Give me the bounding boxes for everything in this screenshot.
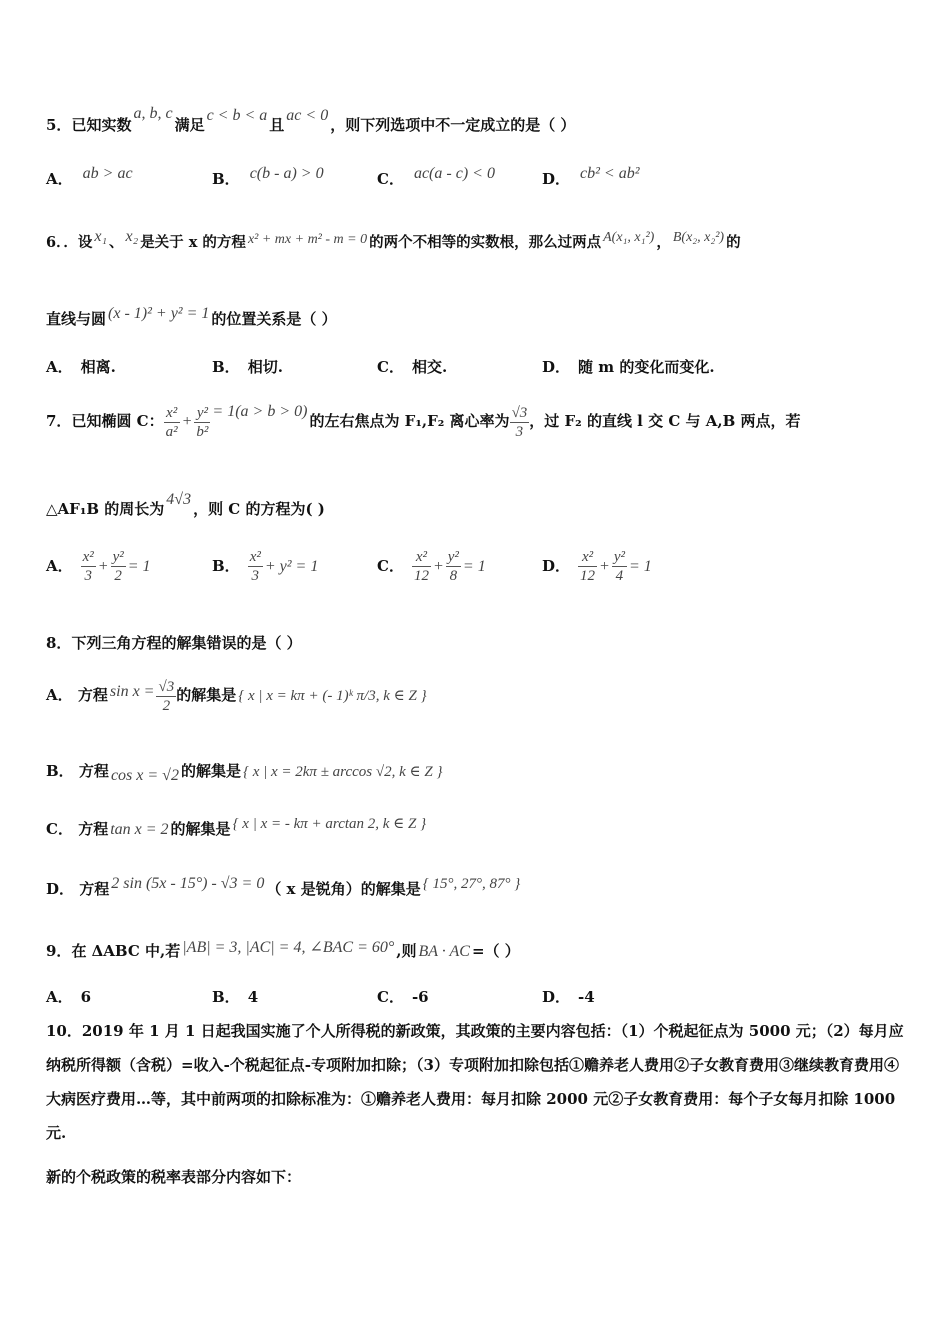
option-math: sin x = bbox=[109, 683, 155, 700]
q9-text: =（ ） bbox=[471, 942, 520, 960]
option-label: A． bbox=[46, 358, 73, 376]
q6-number: 6．． bbox=[46, 234, 78, 251]
option-label: C． bbox=[377, 358, 404, 376]
q7-option-b bbox=[212, 548, 320, 585]
q6-math: x₁ bbox=[94, 228, 108, 245]
frac-den: 12 bbox=[413, 568, 429, 584]
frac-num: √3 bbox=[158, 678, 175, 695]
question-6-line2 bbox=[46, 305, 337, 331]
frac-den: 2 bbox=[162, 697, 171, 714]
q9-option-d bbox=[542, 986, 595, 1007]
q5-option-b bbox=[212, 165, 326, 189]
option-text: 方程 bbox=[79, 880, 110, 898]
option-math: ab > ac bbox=[82, 165, 133, 182]
option-label: A． bbox=[46, 170, 73, 188]
frac-num: y² bbox=[613, 549, 625, 565]
q9-text: ,则 bbox=[396, 942, 417, 960]
option-text: 方程 bbox=[78, 820, 109, 838]
option-label: B． bbox=[212, 358, 240, 376]
q5-text: 满足 bbox=[174, 116, 205, 134]
option-label: C． bbox=[377, 170, 404, 188]
option-math: cos x = √2 bbox=[110, 767, 179, 784]
option-text: 的解集是 bbox=[180, 762, 241, 780]
option-label: C． bbox=[46, 820, 73, 838]
frac-den: 8 bbox=[449, 568, 458, 584]
q6-math: A(x₁, x₁²) bbox=[603, 230, 655, 245]
frac-num: x² bbox=[412, 548, 431, 567]
q8-option-c bbox=[46, 818, 428, 841]
q9-option-a bbox=[46, 986, 91, 1007]
frac-num: y² bbox=[447, 549, 459, 565]
frac-num: x² bbox=[249, 549, 261, 565]
option-math: { x | x = - kπ + arctan 2, k ∈ Z } bbox=[232, 816, 427, 832]
q6-text: 直线与圆 bbox=[46, 310, 107, 328]
q9-math: |AB| = 3, |AC| = 4, ∠BAC = 60° bbox=[182, 939, 395, 956]
option-label: B． bbox=[46, 762, 74, 780]
option-label: D． bbox=[46, 880, 75, 898]
q5-math: c < b < a bbox=[206, 107, 268, 124]
q7-option-c: C． $\frac{\text{x²}}{12}$ + $\frac{\text{y²}}{8}$ = 1 bbox=[377, 549, 486, 584]
q7-text: 的左右焦点为 F₁,F₂ 离心率为 bbox=[309, 412, 510, 430]
q9-text: 在 ΔABC 中,若 bbox=[71, 942, 181, 960]
q7-text: △AF₁B 的周长为 bbox=[46, 500, 165, 518]
q5-option-c bbox=[377, 165, 497, 189]
q5-option-a bbox=[46, 165, 135, 189]
q9-number: 9． bbox=[46, 942, 72, 960]
q7-text: ，则 C 的方程为( ) bbox=[193, 500, 325, 518]
q7-option-d: D． $\frac{\text{x²}}{12}$ + $\frac{\text{y²}}{4}$ = 1 bbox=[542, 549, 652, 584]
q6-text: 、 bbox=[109, 234, 124, 251]
q7-fraction-x: $\frac{\text{x²}}{\text{a²}}$ bbox=[165, 404, 178, 440]
q5-text: 且 bbox=[269, 116, 285, 134]
q6-text: ， bbox=[656, 234, 671, 251]
q6-math: (x - 1)² + y² = 1 bbox=[108, 305, 210, 322]
option-label: D． bbox=[542, 988, 571, 1006]
option-label: C． bbox=[377, 988, 404, 1006]
frac-num: x² bbox=[82, 549, 94, 565]
frac-den: 12 bbox=[580, 568, 596, 584]
q6-math: x₂ bbox=[125, 228, 139, 245]
q7-math: = 1(a > b > 0) bbox=[212, 403, 308, 420]
frac-num: y² bbox=[112, 549, 124, 565]
option-text: 相离. bbox=[80, 358, 116, 376]
frac-den: 2 bbox=[114, 568, 122, 584]
q9-option-b bbox=[212, 986, 258, 1007]
option-label: B． bbox=[212, 988, 240, 1006]
option-math: + y² = 1 bbox=[264, 557, 319, 575]
q8-option-b bbox=[46, 760, 444, 783]
option-label: B． bbox=[212, 556, 240, 575]
option-math: c(b - a) > 0 bbox=[249, 165, 324, 182]
question-6-stem bbox=[46, 228, 741, 255]
option-text: -4 bbox=[578, 988, 595, 1006]
option-math: = 1 bbox=[462, 557, 486, 575]
option-math: tan x = 2 bbox=[110, 821, 169, 838]
option-label: A． bbox=[46, 988, 73, 1006]
q7-text: 已知椭圆 C： bbox=[71, 412, 164, 430]
option-math: { x | x = 2kπ ± arccos √2, k ∈ Z } bbox=[242, 764, 443, 780]
q7-number: 7． bbox=[46, 412, 72, 430]
q6-text: 设 bbox=[77, 234, 93, 251]
option-label: D． bbox=[542, 170, 571, 188]
q7-eccentricity: $\frac{√3}{3}$ bbox=[511, 404, 528, 440]
option-label: D． bbox=[542, 358, 571, 376]
q6-option-d bbox=[542, 356, 715, 377]
q5-text: 已知实数 bbox=[71, 116, 132, 134]
q8-title: 下列三角方程的解集错误的是（ ） bbox=[71, 634, 302, 652]
q7-math: 4√3 bbox=[166, 491, 192, 508]
q6-option-b bbox=[212, 356, 283, 377]
option-math: cb² < ab² bbox=[580, 165, 640, 182]
q8-option-a bbox=[46, 672, 429, 719]
option-label: A． bbox=[46, 686, 73, 704]
question-9-stem bbox=[46, 940, 520, 963]
q7-fraction-y: $\frac{\text{y²}}{\text{b²}}$ bbox=[196, 404, 209, 440]
option-text: 方程 bbox=[77, 686, 108, 704]
q8a-fraction bbox=[156, 678, 176, 715]
option-text: -6 bbox=[411, 988, 429, 1006]
frac-den: 3 bbox=[84, 568, 92, 584]
option-text: 方程 bbox=[78, 762, 109, 780]
option-label: C． bbox=[377, 556, 404, 575]
option-math: { 15°, 27°, 87° } bbox=[422, 876, 521, 892]
q7-text: ，过 F₂ 的直线 l 交 C 与 A,B 两点，若 bbox=[529, 412, 801, 430]
option-text: 随 m 的变化而变化. bbox=[578, 358, 715, 376]
option-math: 2 sin (5x - 15°) - √3 = 0 bbox=[111, 875, 265, 892]
frac-den: 4 bbox=[615, 568, 624, 584]
q6-text: 是关于 x 的方程 bbox=[140, 234, 246, 251]
q6-option-a bbox=[46, 356, 116, 377]
q6-text: 的位置关系是（ ） bbox=[211, 310, 337, 328]
option-text: 4 bbox=[247, 988, 259, 1006]
option-label: A． bbox=[46, 556, 73, 575]
option-math: { x | x = kπ + (- 1)ᵏ π/3, k ∈ Z } bbox=[238, 688, 427, 704]
option-label: D． bbox=[542, 556, 571, 575]
option-text: 的解集是 bbox=[176, 686, 237, 704]
option-text: 的解集是 bbox=[170, 820, 231, 838]
frac-num: x² bbox=[578, 548, 597, 567]
q7-option-a: A． $\frac{\text{x²}}{3}$ + $\frac{\text{y²}}{2}$ = 1 bbox=[46, 549, 151, 584]
q9-option-c bbox=[377, 986, 429, 1007]
option-text: 相交. bbox=[411, 358, 448, 376]
q5-number: 5． bbox=[46, 116, 72, 134]
frac-den: 3 bbox=[251, 568, 260, 584]
q5-math: ac < 0 bbox=[286, 107, 329, 124]
q9-math: BA · AC bbox=[418, 943, 470, 960]
option-text: 6 bbox=[80, 988, 92, 1006]
question-8-stem bbox=[46, 632, 302, 654]
question-10-line2: 新的个税政策的税率表部分内容如下： bbox=[46, 1168, 302, 1186]
option-math: = 1 bbox=[628, 557, 652, 575]
option-label: B． bbox=[212, 170, 240, 188]
question-7-stem: 7．已知椭圆 C： $\frac{\text{x²}}{\text{a²}}$ + $\frac{\text{y²}}{\text{b²}}$ = 1(a > b > 0)的左右焦点为 F₁,F₂ 离心率为 $\frac{√3}{3}$ ，过 F₂ 的直线 l 交 C 与 A,B 两点，若 bbox=[46, 403, 801, 440]
option-math: ac(a - c) < 0 bbox=[413, 165, 495, 182]
q5-text: ，则下列选项中不一定成立的是（ ） bbox=[330, 116, 576, 134]
q6-text: 的两个不相等的实数根，那么过两点 bbox=[369, 234, 602, 251]
question-5-stem bbox=[46, 105, 576, 137]
option-text: （ x 是锐角）的解集是 bbox=[266, 880, 421, 898]
question-7-line2 bbox=[46, 491, 325, 521]
q8-option-d bbox=[46, 875, 522, 901]
q5-math: a, b, c bbox=[133, 105, 173, 122]
q6-math: B(x₂, x₂²) bbox=[672, 230, 725, 245]
q6-option-c bbox=[377, 356, 447, 377]
question-10-paragraph: 10．2019 年 1 月 1 日起我国实施了个人所得税的新政策，其政策的主要内容包括：（1）个税起征点为 5000 元；（2）每月应纳税所得额（含税）=收入-个税起征点-专项附加扣除；（3）专项附加扣除包括①赡养老人费用②子女教育费用③继续教育费用④大病医疗费用…等，其中前两项的扣除标准为：①赡养老人费用：每月扣除 2000 元②子女教育费用：每个子女每月扣除 1000 元. bbox=[46, 1022, 904, 1142]
option-math: = 1 bbox=[127, 557, 151, 575]
option-text: 相切. bbox=[247, 358, 283, 376]
q6-text: 的 bbox=[726, 234, 741, 251]
q5-option-d bbox=[542, 165, 642, 189]
q8-number: 8． bbox=[46, 634, 72, 652]
q6-math: x² + mx + m² - m = 0 bbox=[247, 232, 368, 247]
